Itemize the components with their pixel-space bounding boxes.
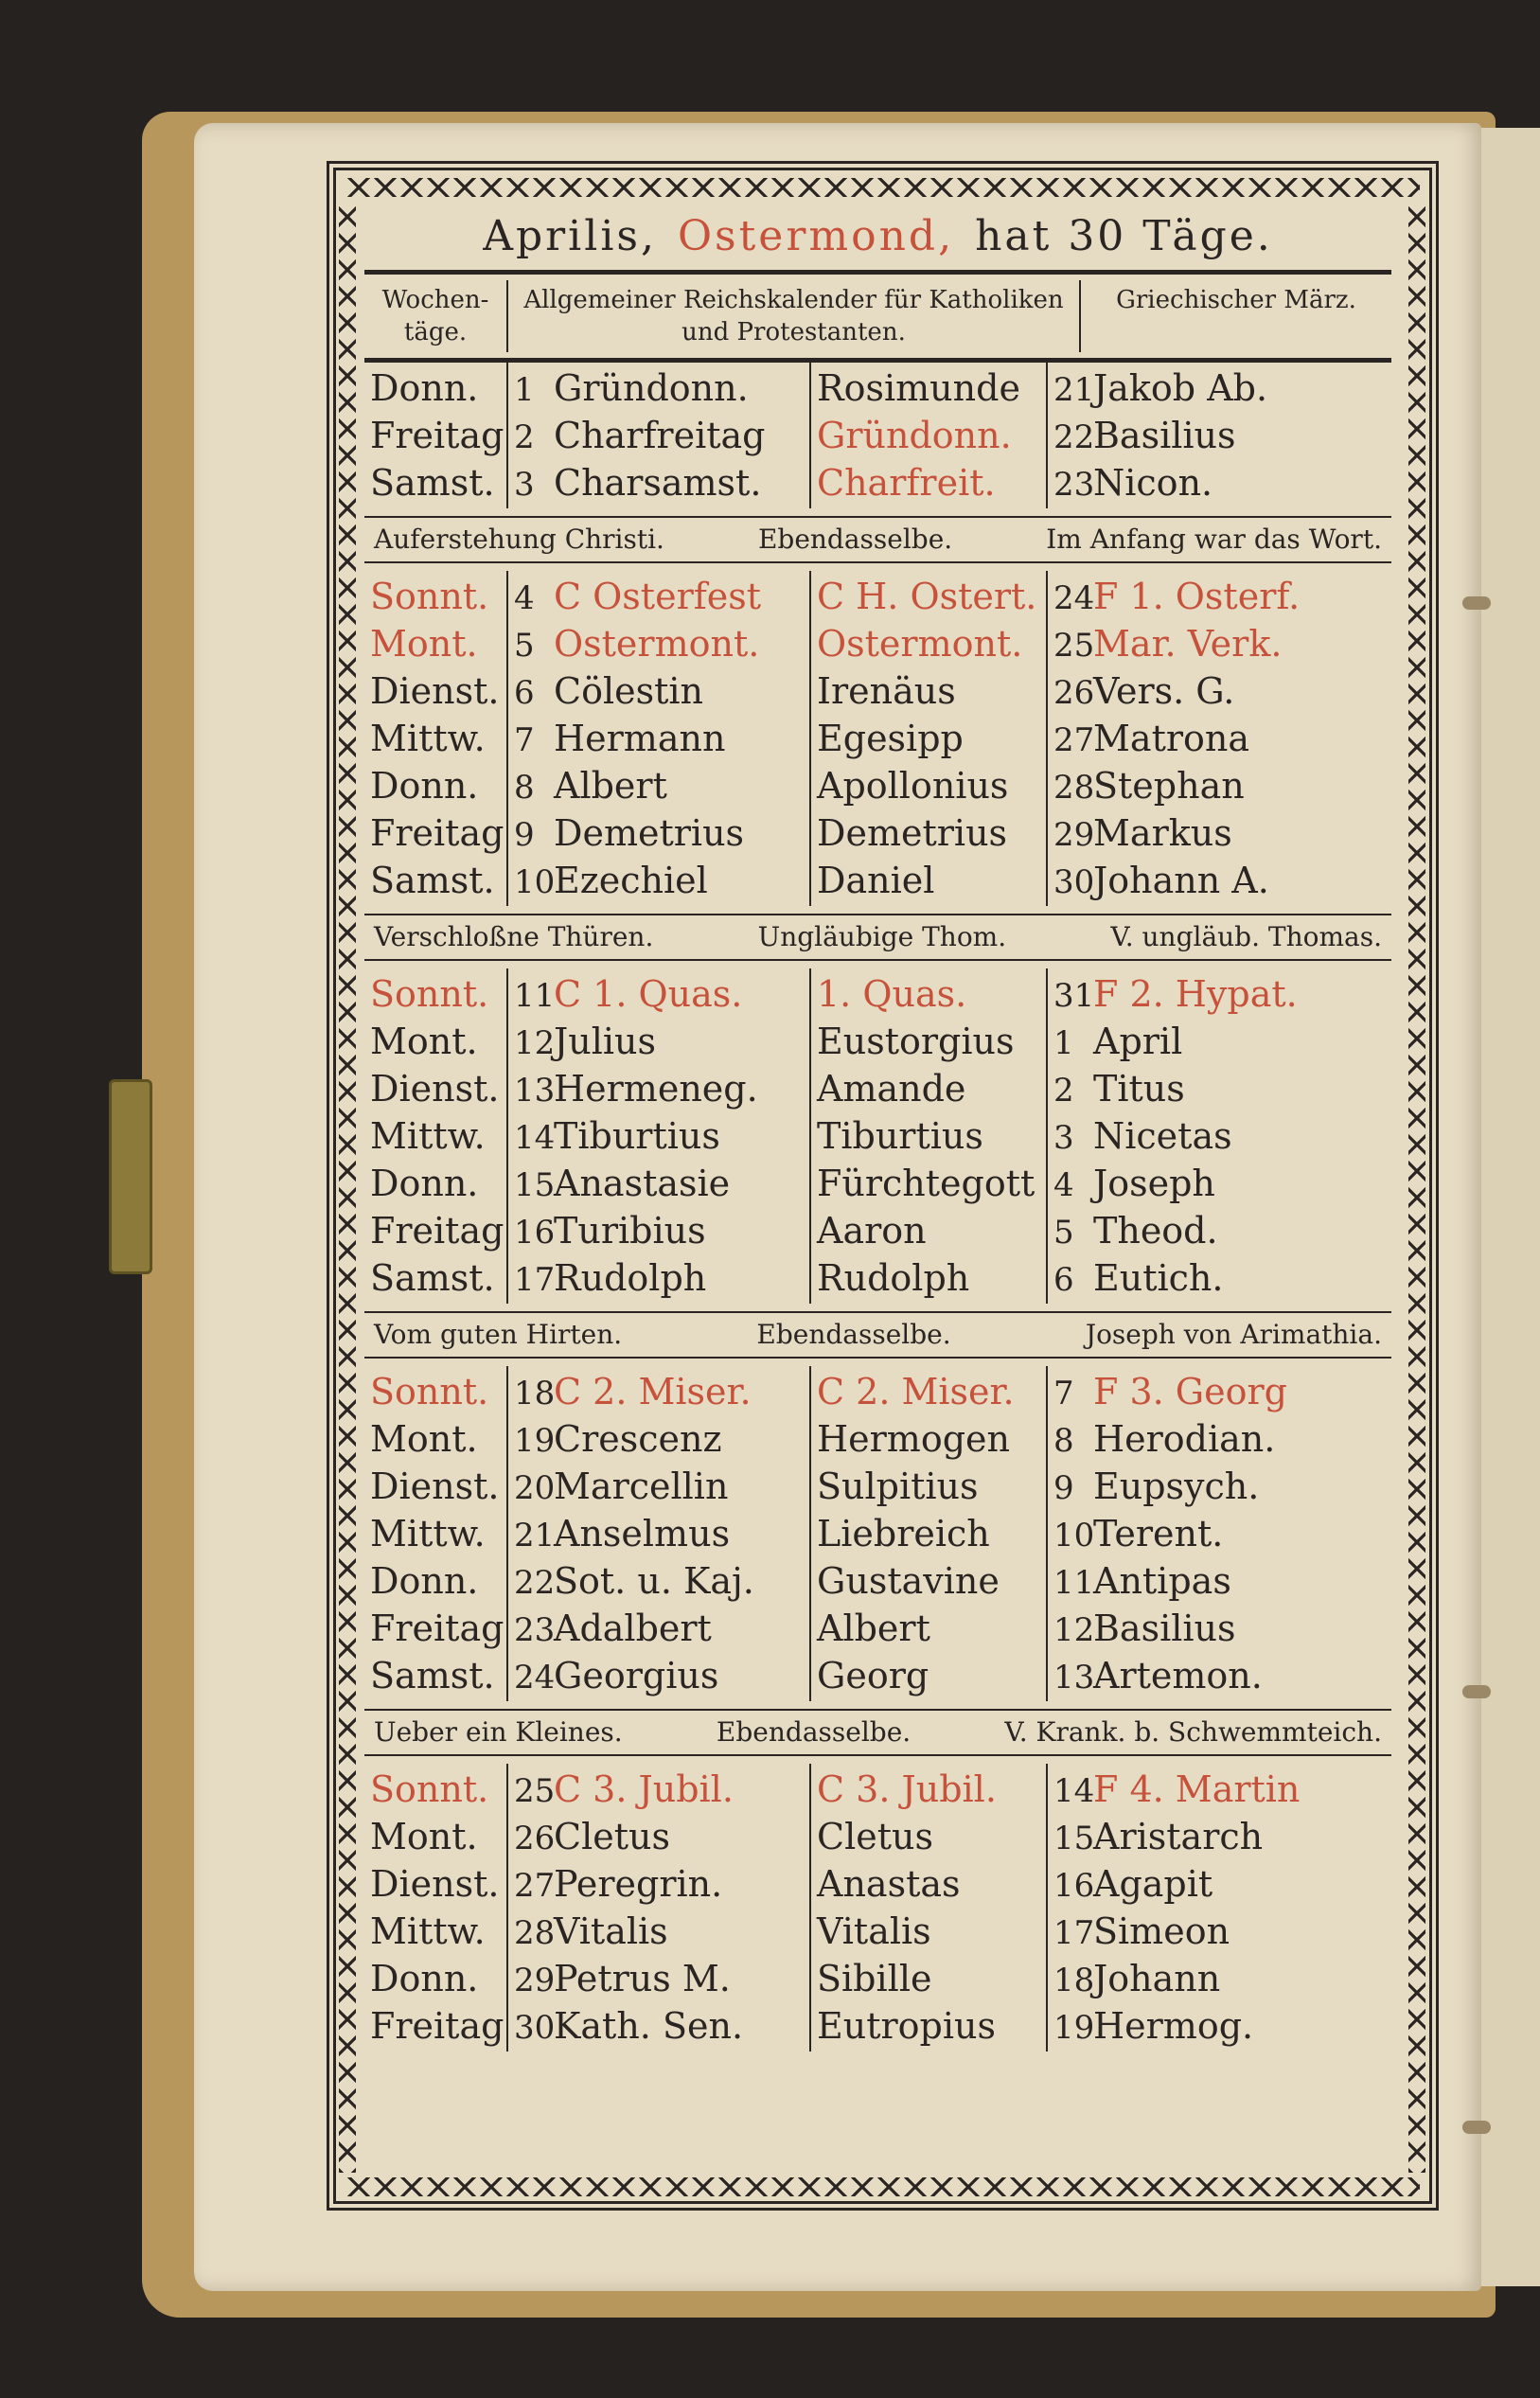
greek-entry bbox=[1053, 857, 1386, 904]
weekday-name: Samst. bbox=[370, 462, 495, 504]
day-number: 22 bbox=[514, 1564, 556, 1602]
zigzag-border-right bbox=[1408, 204, 1425, 2173]
catholic-saint: Charfreitag bbox=[554, 415, 766, 456]
weekday-name: Dienst. bbox=[370, 670, 500, 712]
weekday-name: Mont. bbox=[370, 1021, 478, 1062]
protestant-name: Fürchtegott bbox=[817, 1163, 1036, 1204]
greek-saint: Vers. G. bbox=[1093, 670, 1235, 712]
day-number: 4 bbox=[514, 579, 535, 617]
weekday-name: Mont. bbox=[370, 623, 478, 665]
greek-entry bbox=[1053, 1557, 1386, 1605]
zigzag-border-top bbox=[345, 178, 1420, 197]
catholic-saint: Cölestin bbox=[554, 670, 703, 712]
day-entry bbox=[514, 667, 804, 715]
weekday-name: Freitag bbox=[370, 812, 504, 854]
protestant-name: Apollonius bbox=[817, 765, 1009, 807]
greek-day-number: 3 bbox=[1053, 1119, 1074, 1157]
day-number: 28 bbox=[514, 1914, 556, 1952]
day-number: 12 bbox=[514, 1024, 556, 1062]
day-number: 29 bbox=[514, 1962, 556, 1999]
greek-entry bbox=[1053, 1605, 1386, 1652]
day-number: 21 bbox=[514, 1517, 556, 1554]
greek-entry bbox=[1053, 1415, 1386, 1463]
motto-text: Ebendasselbe. bbox=[757, 524, 953, 555]
weekday-name: Mittw. bbox=[370, 1910, 486, 1952]
protestant-name: Hermogen bbox=[817, 1418, 1010, 1460]
greek-entry bbox=[1053, 1254, 1386, 1302]
greek-entry bbox=[1053, 459, 1386, 506]
protestant-name: Gustavine bbox=[817, 1560, 1000, 1602]
day-number: 16 bbox=[514, 1214, 556, 1252]
greek-saint: Matrona bbox=[1093, 718, 1250, 759]
day-entry bbox=[514, 970, 804, 1018]
weekday-name: Donn. bbox=[370, 1163, 479, 1204]
greek-entry bbox=[1053, 364, 1386, 412]
greek-day-number: 27 bbox=[1053, 721, 1095, 759]
greek-saint: Joseph bbox=[1093, 1163, 1215, 1204]
day-entry bbox=[514, 459, 804, 506]
greek-day-number: 11 bbox=[1053, 1564, 1095, 1602]
day-entry bbox=[514, 1160, 804, 1207]
catholic-saint: Adalbert bbox=[554, 1608, 712, 1649]
greek-saint: Hermog. bbox=[1093, 2005, 1254, 2047]
day-entry bbox=[514, 1908, 804, 1955]
protestant-name: Charfreit. bbox=[817, 462, 996, 504]
catholic-saint: Petrus M. bbox=[554, 1958, 731, 1999]
greek-day-number: 12 bbox=[1053, 1611, 1095, 1649]
motto-text: Ebendasselbe. bbox=[716, 1716, 912, 1748]
protestant-column bbox=[809, 1366, 1046, 1701]
catholic-saint: Rudolph bbox=[554, 1257, 707, 1299]
protestant-name: C H. Ostert. bbox=[817, 576, 1037, 617]
motto-text: Ungläubige Thom. bbox=[757, 921, 1007, 952]
day-entry bbox=[514, 364, 804, 412]
catholic-saint: C Osterfest bbox=[554, 576, 762, 617]
greek-saint: Jakob Ab. bbox=[1093, 367, 1268, 409]
greek-entry bbox=[1053, 1065, 1386, 1112]
greek-day-number: 14 bbox=[1053, 1772, 1095, 1810]
sunday-motto bbox=[364, 516, 1391, 563]
protestant-name: Rosimunde bbox=[817, 367, 1020, 409]
day-entry bbox=[514, 1112, 804, 1160]
greek-saint: Eutich. bbox=[1093, 1257, 1224, 1299]
sunday-motto bbox=[364, 1709, 1391, 1756]
day-number: 8 bbox=[514, 769, 535, 807]
greek-entry bbox=[1053, 667, 1386, 715]
catholic-column bbox=[506, 363, 809, 508]
weekday-name: Mittw. bbox=[370, 1115, 486, 1157]
day-entry bbox=[514, 1463, 804, 1510]
catholic-column bbox=[506, 968, 809, 1304]
day-entry bbox=[514, 1605, 804, 1652]
protestant-name: Gründonn. bbox=[817, 415, 1012, 456]
greek-saint: Herodian. bbox=[1093, 1418, 1276, 1460]
catholic-saint: Cletus bbox=[554, 1816, 670, 1857]
catholic-saint: Anastasie bbox=[554, 1163, 731, 1204]
greek-entry bbox=[1053, 1160, 1386, 1207]
protestant-name: Eutropius bbox=[817, 2005, 996, 2047]
day-number: 5 bbox=[514, 627, 535, 665]
catholic-saint: Hermann bbox=[554, 718, 726, 759]
greek-entry bbox=[1053, 1463, 1386, 1510]
facing-page-edge bbox=[1472, 128, 1540, 2286]
day-entry bbox=[514, 809, 804, 857]
day-entry bbox=[514, 715, 804, 762]
greek-entry bbox=[1053, 1112, 1386, 1160]
catholic-saint: Gründonn. bbox=[554, 367, 749, 409]
weekday-name: Donn. bbox=[370, 1560, 479, 1602]
protestant-column bbox=[809, 1764, 1046, 2052]
catholic-saint: Julius bbox=[554, 1021, 656, 1062]
greek-entry bbox=[1053, 2002, 1386, 2050]
day-entry bbox=[514, 1254, 804, 1302]
catholic-column bbox=[506, 571, 809, 906]
motto-text: Auferstehung Christi. bbox=[374, 524, 664, 555]
weekday-name: Freitag bbox=[370, 2005, 504, 2047]
weekday-column bbox=[364, 571, 506, 906]
greek-saint: Titus bbox=[1093, 1068, 1185, 1110]
greek-day-number: 17 bbox=[1053, 1914, 1095, 1952]
weekday-name: Mittw. bbox=[370, 718, 486, 759]
catholic-saint: C 1. Quas. bbox=[554, 973, 743, 1015]
day-entry bbox=[514, 1860, 804, 1908]
day-number: 19 bbox=[514, 1422, 556, 1460]
catholic-saint: Kath. Sen. bbox=[554, 2005, 744, 2047]
sunday-motto bbox=[364, 914, 1391, 961]
catholic-saint: Tiburtius bbox=[554, 1115, 720, 1157]
day-entry bbox=[514, 412, 804, 459]
weekday-name: Mont. bbox=[370, 1418, 478, 1460]
protestant-name: Cletus bbox=[817, 1816, 933, 1857]
catholic-saint: Demetrius bbox=[554, 812, 745, 854]
protestant-name: Liebreich bbox=[817, 1513, 990, 1554]
day-number: 10 bbox=[514, 863, 556, 901]
header-greek: Griechischer März. bbox=[1079, 280, 1391, 352]
catholic-saint: Ostermont. bbox=[554, 623, 760, 665]
motto-text: Vom guten Hirten. bbox=[374, 1319, 623, 1350]
weekday-name: Samst. bbox=[370, 1257, 495, 1299]
zigzag-border-left bbox=[339, 204, 356, 2173]
day-entry bbox=[514, 2002, 804, 2050]
catholic-saint: Marcellin bbox=[554, 1465, 729, 1507]
month-german: Ostermond, bbox=[677, 212, 955, 260]
greek-saint: Theod. bbox=[1093, 1210, 1218, 1252]
day-entry bbox=[514, 1955, 804, 2002]
day-entry bbox=[514, 1368, 804, 1415]
book-clasp bbox=[109, 1079, 152, 1274]
greek-entry bbox=[1053, 620, 1386, 667]
greek-day-number: 9 bbox=[1053, 1469, 1074, 1507]
protestant-name: Sibille bbox=[817, 1958, 932, 1999]
day-number: 13 bbox=[514, 1072, 556, 1110]
greek-day-number: 26 bbox=[1053, 674, 1095, 712]
greek-saint: Nicetas bbox=[1093, 1115, 1232, 1157]
protestant-name: Georg bbox=[817, 1655, 929, 1696]
day-entry bbox=[514, 1415, 804, 1463]
protestant-name: Sulpitius bbox=[817, 1465, 979, 1507]
greek-entry bbox=[1053, 1766, 1386, 1813]
weeks-container bbox=[364, 363, 1391, 2052]
greek-entry bbox=[1053, 1955, 1386, 2002]
greek-day-number: 25 bbox=[1053, 627, 1095, 665]
motto-text: V. Krank. b. Schwemmteich. bbox=[1004, 1716, 1382, 1748]
protestant-name: Irenäus bbox=[817, 670, 956, 712]
sunday-motto bbox=[364, 1311, 1391, 1359]
greek-saint: Agapit bbox=[1093, 1863, 1213, 1905]
greek-saint: Antipas bbox=[1093, 1560, 1231, 1602]
greek-day-number: 5 bbox=[1053, 1214, 1074, 1252]
weekday-name: Donn. bbox=[370, 367, 479, 409]
protestant-name: Vitalis bbox=[817, 1910, 931, 1952]
protestant-name: Albert bbox=[817, 1608, 930, 1649]
catholic-saint: Hermeneg. bbox=[554, 1068, 758, 1110]
day-number: 20 bbox=[514, 1469, 556, 1507]
day-number: 26 bbox=[514, 1820, 556, 1857]
protestant-name: Demetrius bbox=[817, 812, 1008, 854]
greek-entry bbox=[1053, 1860, 1386, 1908]
protestant-name: Amande bbox=[817, 1068, 966, 1110]
greek-saint: April bbox=[1093, 1021, 1183, 1062]
greek-day-number: 8 bbox=[1053, 1422, 1074, 1460]
protestant-column bbox=[809, 571, 1046, 906]
protestant-name: Ostermont. bbox=[817, 623, 1023, 665]
day-number: 24 bbox=[514, 1659, 556, 1696]
greek-day-number: 21 bbox=[1053, 371, 1095, 409]
weekday-name: Sonnt. bbox=[370, 1371, 489, 1412]
day-number: 25 bbox=[514, 1772, 556, 1810]
weekday-name: Freitag bbox=[370, 415, 504, 456]
greek-saint: Basilius bbox=[1093, 1608, 1236, 1649]
day-number: 15 bbox=[514, 1166, 556, 1204]
motto-text: Ueber ein Kleines. bbox=[374, 1716, 623, 1748]
catholic-saint: C 2. Miser. bbox=[554, 1371, 752, 1412]
week-block bbox=[364, 1764, 1391, 2052]
weekday-column bbox=[364, 1764, 506, 2052]
greek-day-number: 7 bbox=[1053, 1375, 1074, 1412]
catholic-saint: Anselmus bbox=[554, 1513, 731, 1554]
weekday-name: Freitag bbox=[370, 1210, 504, 1252]
protestant-name: Aaron bbox=[817, 1210, 927, 1252]
day-number: 3 bbox=[514, 466, 535, 504]
weekday-name: Sonnt. bbox=[370, 576, 489, 617]
greek-saint: Johann bbox=[1093, 1958, 1221, 1999]
weekday-name: Donn. bbox=[370, 1958, 479, 1999]
week-block bbox=[364, 571, 1391, 906]
motto-text: Joseph von Arimathia. bbox=[1085, 1319, 1382, 1350]
greek-day-number: 18 bbox=[1053, 1962, 1095, 1999]
week-block bbox=[364, 1366, 1391, 1701]
greek-saint: Basilius bbox=[1093, 415, 1236, 456]
day-number: 7 bbox=[514, 721, 535, 759]
greek-saint: F 3. Georg bbox=[1093, 1371, 1287, 1412]
day-entry bbox=[514, 857, 804, 904]
greek-day-number: 29 bbox=[1053, 816, 1095, 854]
day-number: 23 bbox=[514, 1611, 556, 1649]
day-entry bbox=[514, 1018, 804, 1065]
greek-day-number: 28 bbox=[1053, 769, 1095, 807]
day-entry bbox=[514, 1510, 804, 1557]
greek-entry bbox=[1053, 762, 1386, 809]
greek-day-number: 13 bbox=[1053, 1659, 1095, 1696]
day-entry bbox=[514, 762, 804, 809]
greek-saint: Johann A. bbox=[1093, 860, 1269, 901]
catholic-saint: Albert bbox=[554, 765, 667, 807]
catholic-column bbox=[506, 1764, 809, 2052]
greek-day-number: 19 bbox=[1053, 2009, 1095, 2047]
month-latin: Aprilis, bbox=[483, 212, 657, 260]
greek-saint: F 2. Hypat. bbox=[1093, 973, 1298, 1015]
greek-entry bbox=[1053, 1018, 1386, 1065]
weekday-name: Mont. bbox=[370, 1816, 478, 1857]
protestant-name: Tiburtius bbox=[817, 1115, 983, 1157]
header-calendar: Allgemeiner Reichskalender für Katholiken und Protestanten. bbox=[506, 280, 1079, 352]
weekday-name: Dienst. bbox=[370, 1465, 500, 1507]
week-block bbox=[364, 363, 1391, 508]
catholic-saint: Vitalis bbox=[554, 1910, 668, 1952]
protestant-name: 1. Quas. bbox=[817, 973, 967, 1015]
motto-text: Ebendasselbe. bbox=[756, 1319, 951, 1350]
zigzag-border-bottom bbox=[345, 2177, 1420, 2196]
weekday-name: Donn. bbox=[370, 765, 479, 807]
catholic-saint: Charsamst. bbox=[554, 462, 762, 504]
day-number: 9 bbox=[514, 816, 535, 854]
catholic-saint: C 3. Jubil. bbox=[554, 1768, 734, 1810]
day-number: 30 bbox=[514, 2009, 556, 2047]
protestant-name: C 3. Jubil. bbox=[817, 1768, 997, 1810]
greek-day-number: 16 bbox=[1053, 1867, 1095, 1905]
greek-saint: Eupsych. bbox=[1093, 1465, 1260, 1507]
greek-day-number: 1 bbox=[1053, 1024, 1074, 1062]
greek-saint: Stephan bbox=[1093, 765, 1245, 807]
greek-column bbox=[1046, 968, 1391, 1304]
greek-entry bbox=[1053, 970, 1386, 1018]
greek-day-number: 30 bbox=[1053, 863, 1095, 901]
catholic-saint: Ezechiel bbox=[554, 860, 708, 901]
greek-saint: F 4. Martin bbox=[1093, 1768, 1301, 1810]
greek-entry bbox=[1053, 573, 1386, 620]
greek-day-number: 6 bbox=[1053, 1261, 1074, 1299]
day-entry bbox=[514, 1813, 804, 1860]
protestant-name: Eustorgius bbox=[817, 1021, 1015, 1062]
greek-day-number: 22 bbox=[1053, 418, 1095, 456]
greek-day-number: 2 bbox=[1053, 1072, 1074, 1110]
greek-entry bbox=[1053, 715, 1386, 762]
catholic-saint: Georgius bbox=[554, 1655, 719, 1696]
day-entry bbox=[514, 1557, 804, 1605]
greek-day-number: 15 bbox=[1053, 1820, 1095, 1857]
greek-day-number: 4 bbox=[1053, 1166, 1074, 1204]
greek-saint: Aristarch bbox=[1093, 1816, 1264, 1857]
catholic-saint: Sot. u. Kaj. bbox=[554, 1560, 754, 1602]
weekday-name: Samst. bbox=[370, 860, 495, 901]
weekday-name: Sonnt. bbox=[370, 973, 489, 1015]
greek-column bbox=[1046, 1366, 1391, 1701]
greek-column bbox=[1046, 571, 1391, 906]
day-entry bbox=[514, 620, 804, 667]
protestant-name: Rudolph bbox=[817, 1257, 970, 1299]
greek-entry bbox=[1053, 809, 1386, 857]
greek-day-number: 23 bbox=[1053, 466, 1095, 504]
weekday-name: Sonnt. bbox=[370, 1768, 489, 1810]
header-weekdays: Wochen- täge. bbox=[381, 286, 489, 346]
day-entry bbox=[514, 1207, 804, 1254]
month-title bbox=[364, 204, 1391, 270]
weekday-name: Dienst. bbox=[370, 1068, 500, 1110]
catholic-column bbox=[506, 1366, 809, 1701]
day-number: 18 bbox=[514, 1375, 556, 1412]
catholic-saint: Peregrin. bbox=[554, 1863, 723, 1905]
greek-column bbox=[1046, 1764, 1391, 2052]
greek-entry bbox=[1053, 1652, 1386, 1699]
calendar-content bbox=[364, 204, 1391, 2052]
day-number: 1 bbox=[514, 371, 535, 409]
day-number: 17 bbox=[514, 1261, 556, 1299]
day-entry bbox=[514, 1065, 804, 1112]
catholic-saint: Crescenz bbox=[554, 1418, 722, 1460]
protestant-column bbox=[809, 968, 1046, 1304]
catholic-saint: Turibius bbox=[554, 1210, 706, 1252]
day-number: 2 bbox=[514, 418, 535, 456]
weekday-name: Samst. bbox=[370, 1655, 495, 1696]
greek-saint: F 1. Osterf. bbox=[1093, 576, 1301, 617]
greek-saint: Nicon. bbox=[1093, 462, 1213, 504]
day-number: 11 bbox=[514, 977, 556, 1015]
motto-text: Verschloßne Thüren. bbox=[374, 921, 654, 952]
greek-saint: Artemon. bbox=[1093, 1655, 1263, 1696]
day-entry bbox=[514, 1652, 804, 1699]
day-number: 14 bbox=[514, 1119, 556, 1157]
day-number: 27 bbox=[514, 1867, 556, 1905]
weekday-name: Dienst. bbox=[370, 1863, 500, 1905]
protestant-name: Daniel bbox=[817, 860, 935, 901]
day-entry bbox=[514, 573, 804, 620]
greek-saint: Mar. Verk. bbox=[1093, 623, 1283, 665]
month-days-note: hat 30 Täge. bbox=[975, 212, 1273, 260]
greek-entry bbox=[1053, 1908, 1386, 1955]
weekday-name: Mittw. bbox=[370, 1513, 486, 1554]
greek-day-number: 10 bbox=[1053, 1517, 1095, 1554]
week-block bbox=[364, 968, 1391, 1304]
greek-entry bbox=[1053, 1207, 1386, 1254]
protestant-name: Anastas bbox=[817, 1863, 961, 1905]
weekday-column bbox=[364, 968, 506, 1304]
motto-text: V. ungläub. Thomas. bbox=[1110, 921, 1382, 952]
weekday-name: Freitag bbox=[370, 1608, 504, 1649]
protestant-name: Egesipp bbox=[817, 718, 964, 759]
greek-saint: Simeon bbox=[1093, 1910, 1230, 1952]
greek-entry bbox=[1053, 1368, 1386, 1415]
day-entry bbox=[514, 1766, 804, 1813]
greek-entry bbox=[1053, 412, 1386, 459]
greek-saint: Terent. bbox=[1093, 1513, 1224, 1554]
greek-saint: Markus bbox=[1093, 812, 1232, 854]
greek-column bbox=[1046, 363, 1391, 508]
column-header bbox=[364, 275, 1391, 358]
greek-day-number: 24 bbox=[1053, 579, 1095, 617]
greek-entry bbox=[1053, 1813, 1386, 1860]
protestant-column bbox=[809, 363, 1046, 508]
greek-entry bbox=[1053, 1510, 1386, 1557]
day-number: 6 bbox=[514, 674, 535, 712]
weekday-column bbox=[364, 363, 506, 508]
weekday-column bbox=[364, 1366, 506, 1701]
motto-text: Im Anfang war das Wort. bbox=[1046, 524, 1382, 555]
protestant-name: C 2. Miser. bbox=[817, 1371, 1015, 1412]
greek-day-number: 31 bbox=[1053, 977, 1095, 1015]
